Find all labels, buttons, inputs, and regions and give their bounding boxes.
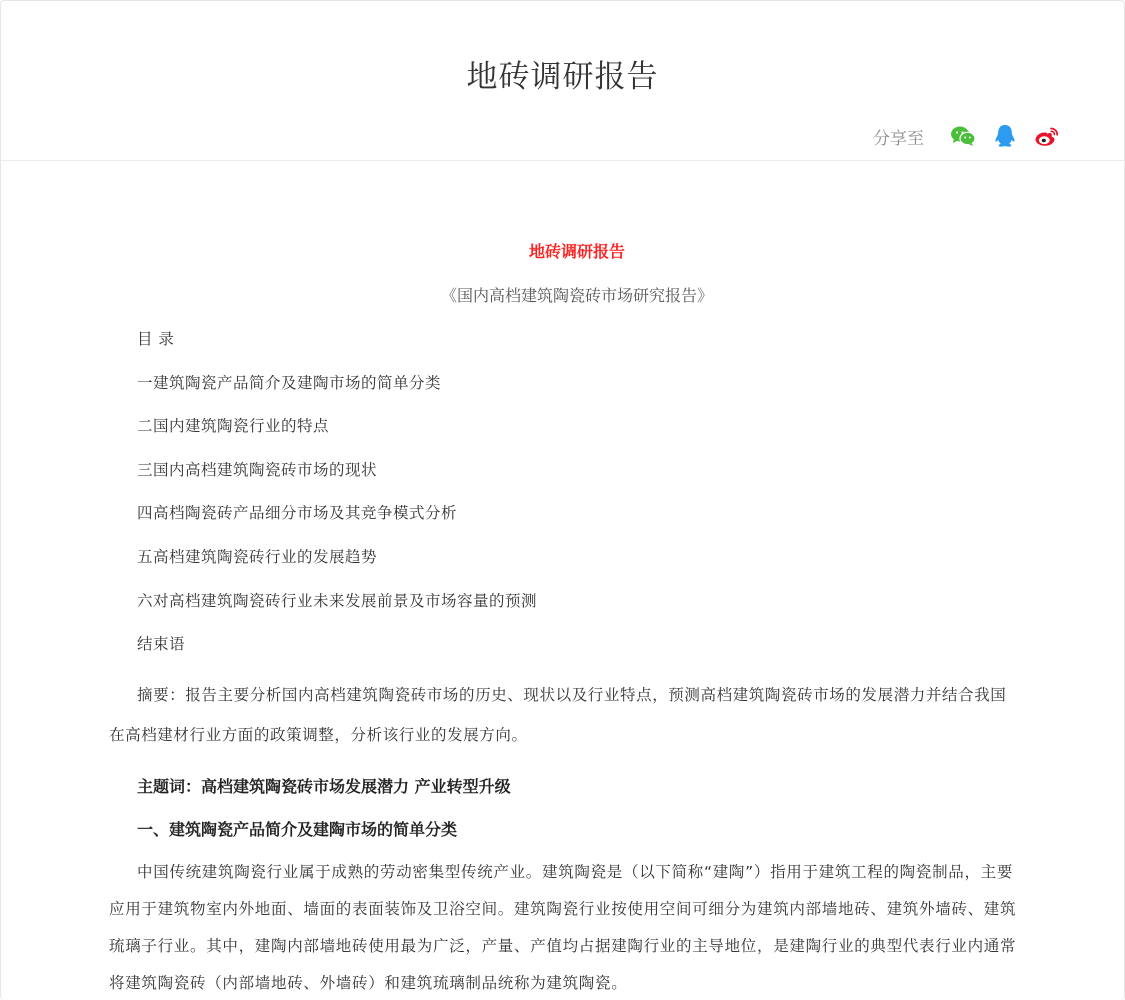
toc-item: 二国内建筑陶瓷行业的特点 [137, 417, 330, 436]
toc-item: 四高档陶瓷砖产品细分市场及其竞争模式分析 [137, 504, 458, 523]
weibo-icon[interactable] [1032, 121, 1062, 151]
share-label: 分享至 [873, 128, 924, 149]
keywords-line: 主题词：高档建筑陶瓷砖市场发展潜力 产业转型升级 [137, 776, 511, 796]
body-paragraph: 中国传统建筑陶瓷行业属于成熟的劳动密集型传统产业。建筑陶瓷是（以下简称“建陶”）指用于建筑工程的陶瓷制品，主要应用于建筑物室内外地面、墙面的表面装饰及卫浴空间。建筑陶瓷行业按使用空间可细分为建筑内部墙地砖、建筑外墙砖、建筑琉璃子行业。其中，建陶内部墙地砖使用最为广泛，产量、产值均占据建陶行业的主导地位，是建陶行业的典型代表行业内通常将建筑陶瓷砖（内部墙地砖、外墙砖）和建筑琉璃制品统称为建筑陶瓷。 [109, 862, 1017, 992]
document-title: 地砖调研报告 [528, 242, 625, 261]
toc-item: 五高档建筑陶瓷砖行业的发展趋势 [137, 547, 378, 566]
document-subtitle: 《国内高档建筑陶瓷砖市场研究报告》 [440, 286, 713, 305]
toc-item: 结束语 [137, 635, 186, 654]
page-title: 地砖调研报告 [466, 59, 659, 95]
wechat-icon[interactable] [948, 121, 978, 151]
section-heading: 一、建筑陶瓷产品简介及建陶市场的简单分类 [137, 819, 458, 839]
table-of-contents [109, 328, 1021, 655]
article-header [1, 1, 1124, 161]
toc-item: 六对高档建筑陶瓷砖行业未来发展前景及市场容量的预测 [137, 591, 538, 610]
abstract-paragraph: 摘要：报告主要分析国内高档建筑陶瓷砖市场的历史、现状以及行业特点，预测高档建筑陶瓷砖市场的发展潜力并结合我国在高档建材行业方面的政策调整，分析该行业的发展方向。 [109, 685, 1007, 744]
share-bar [873, 121, 1062, 151]
toc-item: 一建筑陶瓷产品简介及建陶市场的简单分类 [137, 373, 442, 392]
article-body [109, 241, 1021, 1000]
toc-heading: 目 录 [137, 330, 175, 348]
toc-item: 三国内高档建筑陶瓷砖市场的现状 [137, 460, 378, 479]
qq-icon[interactable] [990, 121, 1020, 151]
